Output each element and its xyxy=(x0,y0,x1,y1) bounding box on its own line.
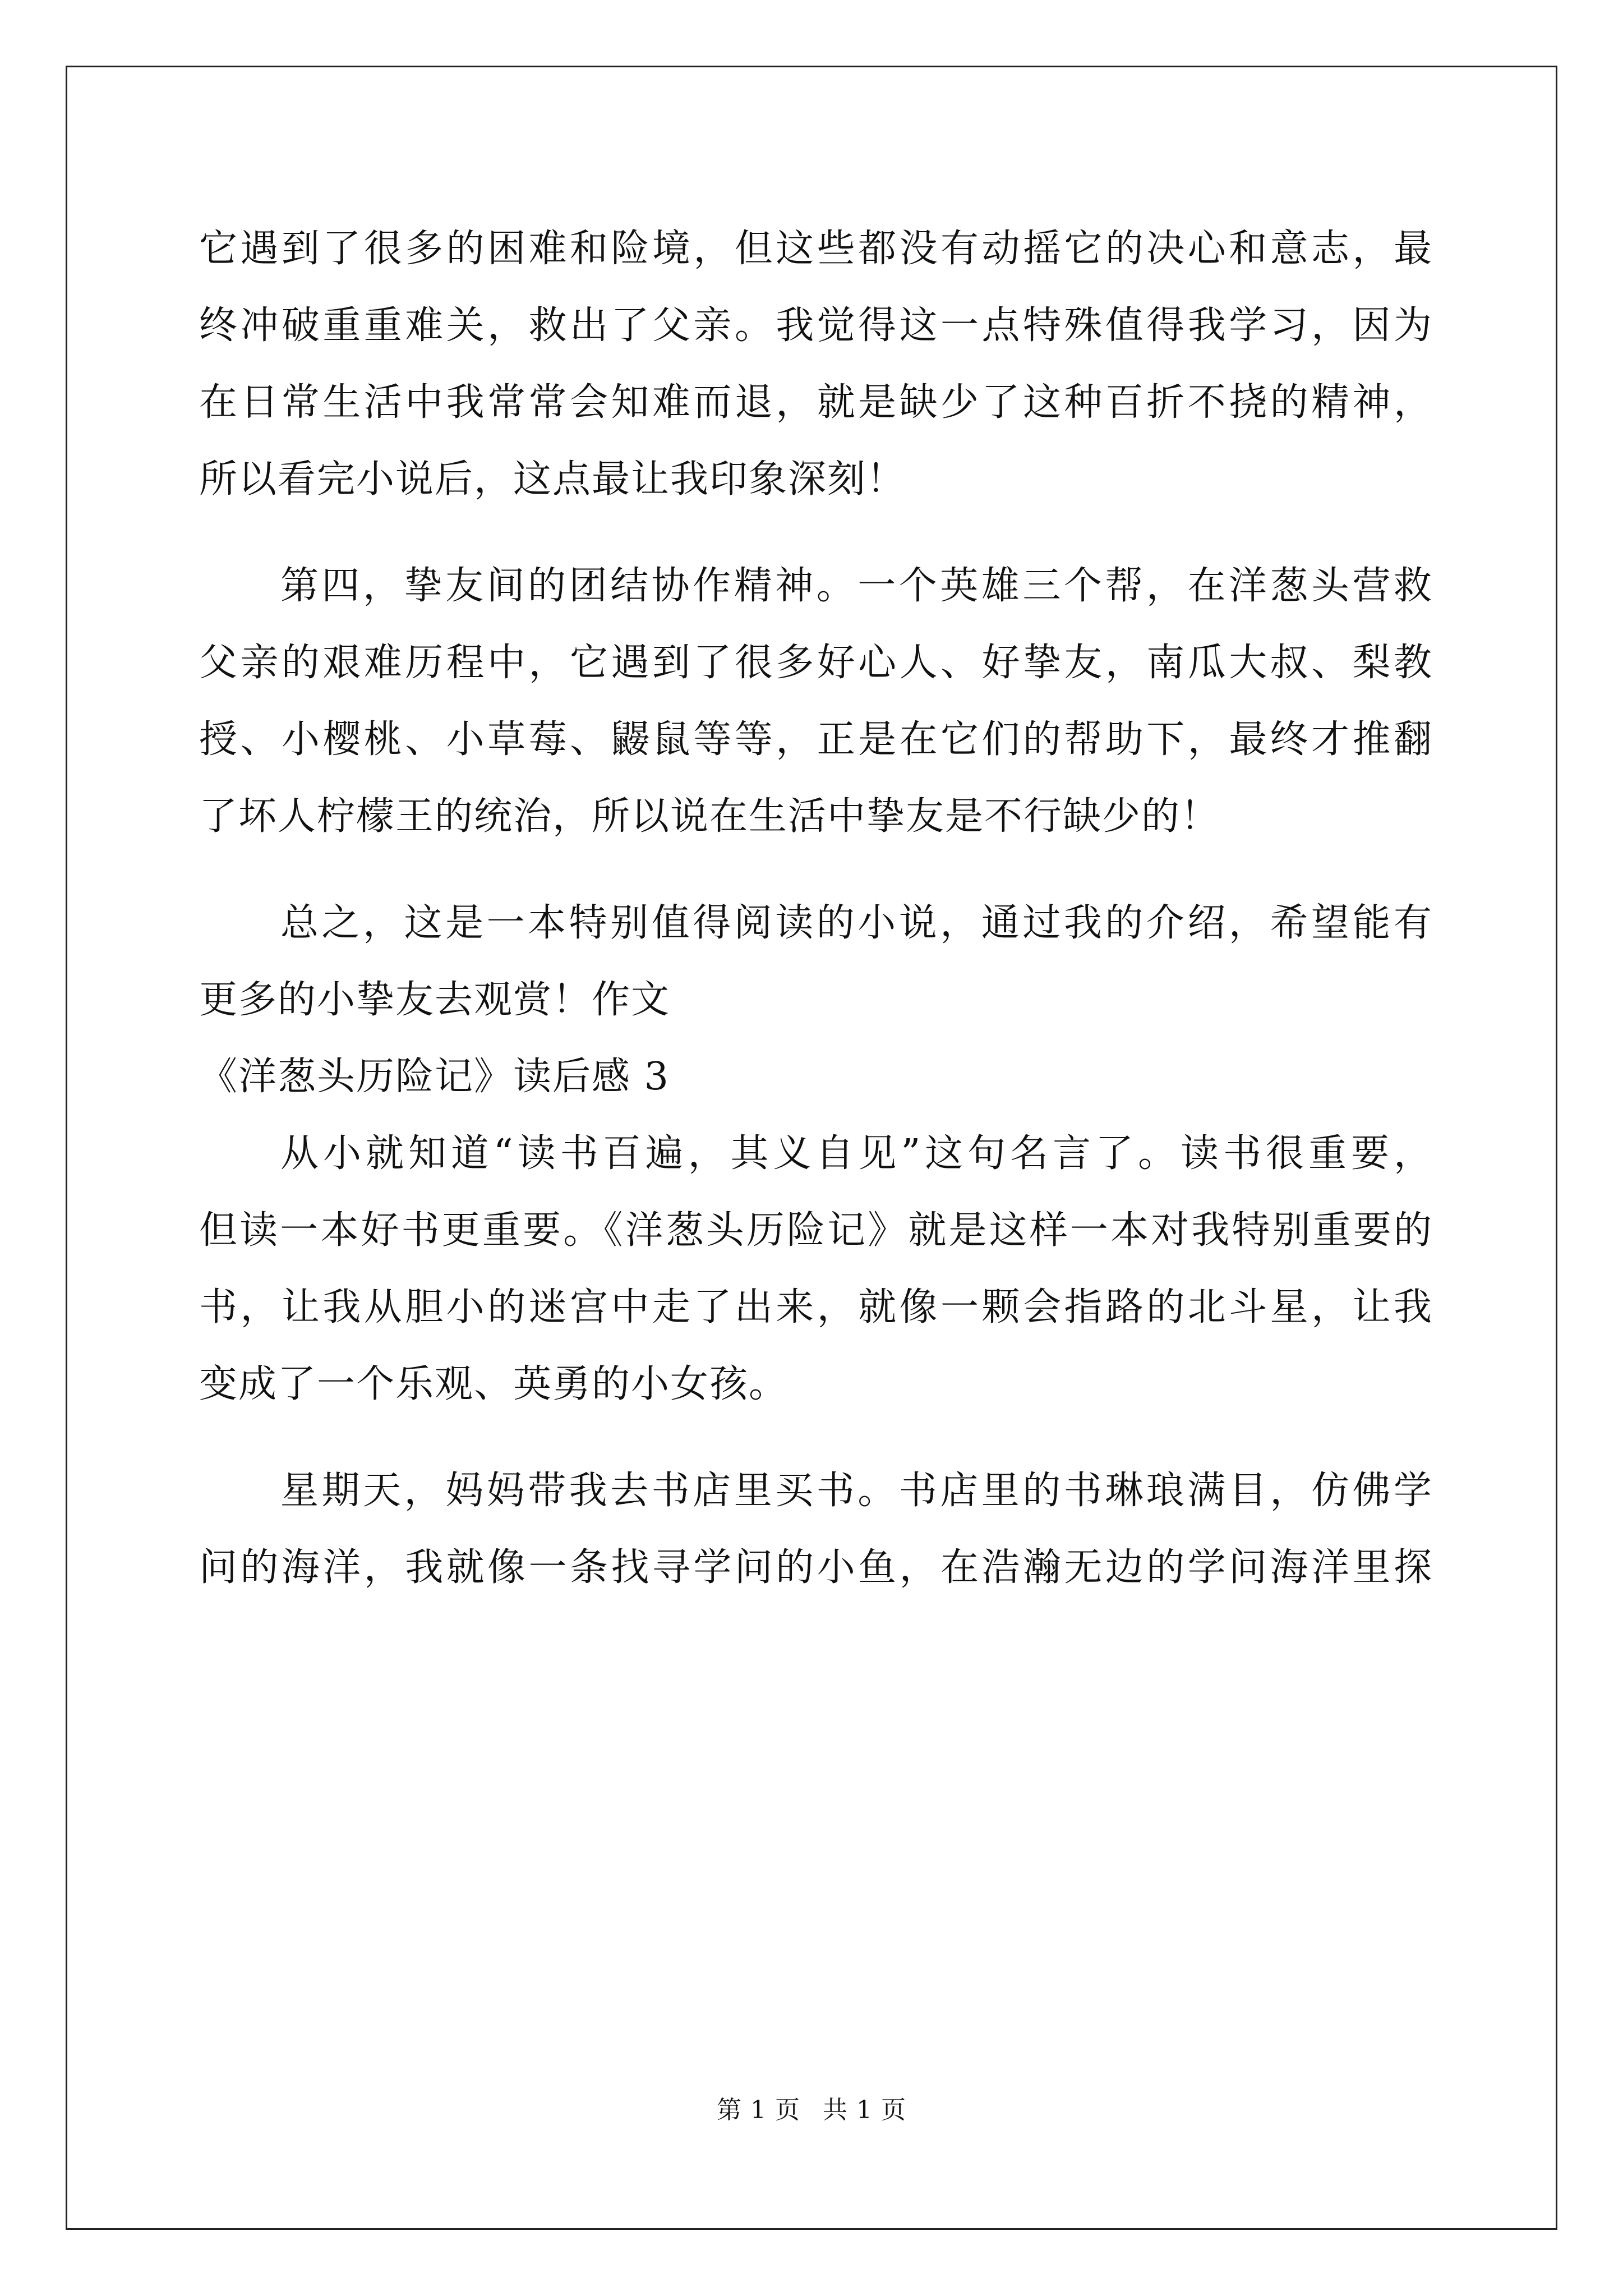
text-line: 更多的小挚友去观赏！作文 xyxy=(199,978,671,1022)
section-heading: 《洋葱头历险记》读后感 3 xyxy=(199,1055,670,1099)
text-line: 所以看完小说后，这点最让我印象深刻！ xyxy=(199,457,906,501)
paragraph xyxy=(199,210,1433,518)
paragraph xyxy=(199,1452,1433,1606)
paragraph xyxy=(199,885,1433,1038)
text-line: 星期天，妈妈带我去书店里买书。书店里的书琳琅满目，仿佛学 xyxy=(280,1469,1433,1513)
paragraph xyxy=(199,1115,1433,1423)
document-body xyxy=(199,210,1433,1606)
paragraph xyxy=(199,547,1433,855)
text-line: 授、小樱桃、小草莓、鼹鼠等等，正是在它们的帮助下，最终才推翻 xyxy=(199,717,1433,762)
page-number: 第 1 页 xyxy=(717,2096,800,2124)
text-line: 它遇到了很多的困难和险境，但这些都没有动摇它的决心和意志，最 xyxy=(199,227,1433,271)
text-line: 第四，挚友间的团结协作精神。一个英雄三个帮，在洋葱头营救 xyxy=(280,564,1433,608)
text-line: 书，让我从胆小的迷宫中走了出来，就像一颗会指路的北斗星，让我 xyxy=(199,1285,1433,1329)
text-line: 变成了一个乐观、英勇的小女孩。 xyxy=(199,1362,789,1406)
page-total: 共 1 页 xyxy=(823,2096,906,2124)
text-line: 但读一本好书更重要。《洋葱头历险记》就是这样一本对我特别重要的 xyxy=(199,1208,1433,1253)
text-line: 从小就知道“读书百遍，其义自见”这句名言了。读书很重要， xyxy=(280,1131,1433,1176)
text-line: 总之，这是一本特别值得阅读的小说，通过我的介绍，希望能有 xyxy=(280,901,1433,945)
text-line: 在日常生活中我常常会知难而退，就是缺少了这种百折不挠的精神， xyxy=(199,380,1433,425)
text-line: 问的海洋，我就像一条找寻学问的小鱼，在浩瀚无边的学问海洋里探 xyxy=(199,1545,1433,1590)
text-line: 了坏人柠檬王的统治，所以说在生活中挚友是不行缺少的！ xyxy=(199,794,1220,839)
text-line: 父亲的艰难历程中，它遇到了很多好心人、好挚友，南瓜大叔、梨教 xyxy=(199,641,1433,685)
text-line: 终冲破重重难关，救出了父亲。我觉得这一点特殊值得我学习，因为 xyxy=(199,303,1433,348)
page-footer xyxy=(0,2090,1623,2125)
